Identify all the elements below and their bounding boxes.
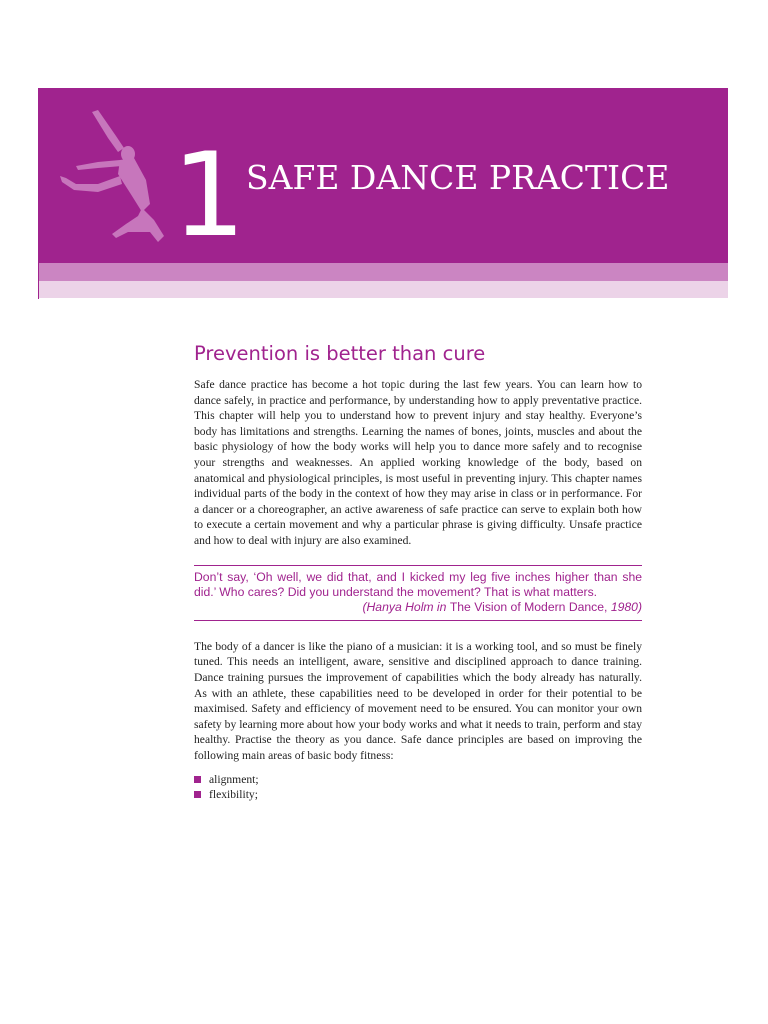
fitness-list bbox=[194, 772, 642, 803]
intro-paragraph: Safe dance practice has become a hot topic during the last few years. You can learn how to dance safely, in practice and performance, by understanding how to apply preventative practice. This chapter will help you to understand how to prevent injury and stay healthy. Everyone’s body has limitations and strengths. Learning the names of bones, joints, muscles and about the basic physiology of how the body works will help you to dance more safely and to recognise your strengths and weaknesses. An applied working knowledge of the body, based on anatomical and physiological principles, is most useful in preventing injury. This chapter names individual parts of the body in the context of how they may arise in class or in performance. For a dancer or a choreographer, an active awareness of safe practice can serve to explain both how to execute a certain movement and why a particular phrase is giving difficulty. Unsafe practice and how to deal with injury are also examined. bbox=[194, 378, 642, 547]
body-paragraph: The body of a dancer is like the piano of a musician: it is a working tool, and so must be finely tuned. This needs an intelligent, aware, sensitive and disciplined approach to dance training. Dance training pursues the improvement of capabilities which the body already has naturally. As with an athlete, these capabilities need to be developed in order for their potential to be maximised. Safety and efficiency of movement need to be ensured. You can monitor your own safety by learning more about how your body works and what it needs to train, perform and stay healthy. Practise the theory as you dance. Safe dance principles are based on improving the following main areas of basic body fitness: bbox=[194, 639, 642, 762]
bullet-square-icon bbox=[194, 791, 201, 798]
citation-work: The Vision of Modern Dance, bbox=[449, 600, 611, 615]
section-heading: Prevention is better than cure bbox=[194, 342, 486, 365]
leaping-dancer-icon bbox=[58, 108, 178, 248]
pull-quote bbox=[194, 565, 642, 621]
banner-stripe-light bbox=[39, 281, 728, 298]
banner-stripe-mid bbox=[39, 263, 728, 281]
citation-author: (Hanya Holm in bbox=[362, 600, 450, 615]
quote-text: Don’t say, ‘Oh well, we did that, and I kicked my leg five inches higher than she did.’ Who cares? Did you understand the movement? That is what matters. bbox=[194, 569, 642, 599]
list-item: alignment; bbox=[194, 772, 642, 788]
banner-edge-line bbox=[38, 88, 39, 299]
chapter-number: 1 bbox=[172, 128, 242, 263]
citation-year: 1980) bbox=[610, 600, 642, 615]
bullet-square-icon bbox=[194, 776, 201, 783]
chapter-content bbox=[194, 340, 642, 803]
quote-citation bbox=[194, 600, 642, 615]
chapter-title: SAFE DANCE PRACTICE bbox=[246, 158, 670, 197]
list-item: flexibility; bbox=[194, 787, 642, 803]
